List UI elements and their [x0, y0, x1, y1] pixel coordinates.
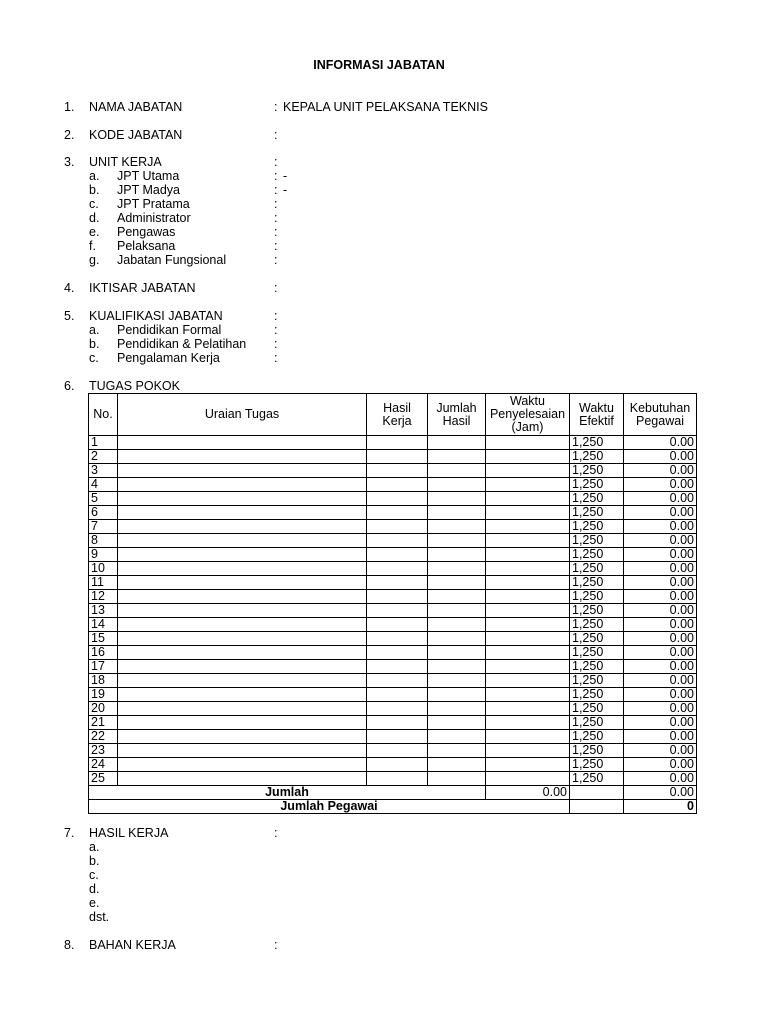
row-jumlah-hasil [428, 674, 486, 688]
row-uraian-tugas [118, 758, 367, 772]
colon: : [274, 225, 278, 239]
row-kebutuhan-pegawai: 0.00 [624, 744, 697, 758]
row-uraian-tugas [118, 478, 367, 492]
table-row [89, 590, 697, 604]
row-waktu-efektif: 1,250 [570, 478, 624, 492]
item-letter: a. [89, 169, 100, 183]
row-jumlah-hasil [428, 730, 486, 744]
row-no: 4 [89, 478, 118, 492]
section-label: KUALIFIKASI JABATAN [89, 309, 223, 323]
row-no: 6 [89, 506, 118, 520]
row-waktu-penyelesaian [486, 702, 570, 716]
row-jumlah-hasil [428, 562, 486, 576]
row-uraian-tugas [118, 618, 367, 632]
row-waktu-efektif: 1,250 [570, 758, 624, 772]
header-hasil-kerja: Hasil Kerja [367, 394, 428, 436]
colon: : [274, 938, 278, 952]
row-no: 16 [89, 646, 118, 660]
row-kebutuhan-pegawai: 0.00 [624, 450, 697, 464]
item-letter: d. [89, 882, 100, 896]
colon: : [274, 351, 278, 365]
row-uraian-tugas [118, 548, 367, 562]
row-jumlah-hasil [428, 436, 486, 450]
item-letter: e. [89, 896, 100, 910]
row-waktu-efektif: 1,250 [570, 604, 624, 618]
row-kebutuhan-pegawai: 0.00 [624, 772, 697, 786]
table-row [89, 660, 697, 674]
row-waktu-efektif: 1,250 [570, 716, 624, 730]
row-uraian-tugas [118, 436, 367, 450]
row-kebutuhan-pegawai: 0.00 [624, 716, 697, 730]
row-hasil-kerja [367, 744, 428, 758]
table-row [89, 506, 697, 520]
row-waktu-penyelesaian [486, 772, 570, 786]
row-no: 9 [89, 548, 118, 562]
row-waktu-penyelesaian [486, 758, 570, 772]
row-uraian-tugas [118, 492, 367, 506]
row-uraian-tugas [118, 562, 367, 576]
row-waktu-efektif: 1,250 [570, 450, 624, 464]
row-waktu-penyelesaian [486, 646, 570, 660]
table-row [89, 716, 697, 730]
document-title: INFORMASI JABATAN [313, 58, 445, 72]
table-row [89, 702, 697, 716]
row-waktu-penyelesaian [486, 548, 570, 562]
row-hasil-kerja [367, 604, 428, 618]
row-kebutuhan-pegawai: 0.00 [624, 520, 697, 534]
item-letter: b. [89, 337, 100, 351]
row-uraian-tugas [118, 674, 367, 688]
row-kebutuhan-pegawai: 0.00 [624, 660, 697, 674]
row-waktu-efektif: 1,250 [570, 436, 624, 450]
tugas-pokok-table [88, 393, 697, 814]
row-uraian-tugas [118, 450, 367, 464]
row-jumlah-hasil [428, 716, 486, 730]
row-uraian-tugas [118, 604, 367, 618]
table-row [89, 534, 697, 548]
item-letter: c. [89, 868, 99, 882]
row-no: 15 [89, 632, 118, 646]
section-label: TUGAS POKOK [89, 379, 180, 393]
row-uraian-tugas [118, 688, 367, 702]
table-row [89, 436, 697, 450]
row-jumlah-hasil [428, 772, 486, 786]
row-waktu-efektif: 1,250 [570, 744, 624, 758]
row-waktu-efektif: 1,250 [570, 590, 624, 604]
row-hasil-kerja [367, 506, 428, 520]
row-waktu-efektif: 1,250 [570, 562, 624, 576]
jumlah-pegawai-value: 0 [624, 800, 697, 814]
header-kebutuhan-pegawai: Kebutuhan Pegawai [624, 394, 697, 436]
row-waktu-efektif: 1,250 [570, 702, 624, 716]
jumlah-pegawai-empty [570, 800, 624, 814]
item-letter: b. [89, 183, 100, 197]
item-label: Pelaksana [117, 239, 176, 253]
colon: : [274, 826, 278, 840]
row-hasil-kerja [367, 576, 428, 590]
row-jumlah-hasil [428, 646, 486, 660]
row-hasil-kerja [367, 632, 428, 646]
table-row [89, 548, 697, 562]
row-kebutuhan-pegawai: 0.00 [624, 758, 697, 772]
table-row [89, 632, 697, 646]
row-no: 23 [89, 744, 118, 758]
row-waktu-penyelesaian [486, 590, 570, 604]
section-number: 5. [64, 309, 75, 323]
row-kebutuhan-pegawai: 0.00 [624, 562, 697, 576]
table-row [89, 744, 697, 758]
row-waktu-penyelesaian [486, 688, 570, 702]
table-row [89, 618, 697, 632]
row-kebutuhan-pegawai: 0.00 [624, 674, 697, 688]
row-no: 25 [89, 772, 118, 786]
section-label: KODE JABATAN [89, 128, 183, 142]
row-waktu-efektif: 1,250 [570, 618, 624, 632]
table-row [89, 730, 697, 744]
row-hasil-kerja [367, 674, 428, 688]
row-kebutuhan-pegawai: 0.00 [624, 688, 697, 702]
row-jumlah-hasil [428, 534, 486, 548]
nama-jabatan-value: KEPALA UNIT PELAKSANA TEKNIS [283, 100, 488, 114]
row-hasil-kerja [367, 590, 428, 604]
colon: : [274, 309, 278, 323]
row-waktu-efektif: 1,250 [570, 520, 624, 534]
row-uraian-tugas [118, 772, 367, 786]
row-waktu-penyelesaian [486, 744, 570, 758]
item-label: Administrator [117, 211, 191, 225]
table-row [89, 520, 697, 534]
jumlah-kebutuhan: 0.00 [624, 786, 697, 800]
header-uraian-tugas: Uraian Tugas [118, 394, 367, 436]
colon: : [274, 323, 278, 337]
table-row [89, 576, 697, 590]
row-kebutuhan-pegawai: 0.00 [624, 548, 697, 562]
row-uraian-tugas [118, 506, 367, 520]
row-waktu-efektif: 1,250 [570, 730, 624, 744]
row-waktu-penyelesaian [486, 632, 570, 646]
row-no: 21 [89, 716, 118, 730]
colon: : [274, 337, 278, 351]
row-jumlah-hasil [428, 576, 486, 590]
row-hasil-kerja [367, 758, 428, 772]
row-hasil-kerja [367, 478, 428, 492]
section-label: UNIT KERJA [89, 155, 162, 169]
table-row [89, 450, 697, 464]
row-jumlah-hasil [428, 744, 486, 758]
section-number: 7. [64, 826, 75, 840]
item-letter: a. [89, 323, 100, 337]
row-waktu-efektif: 1,250 [570, 688, 624, 702]
table-row [89, 674, 697, 688]
jumlah-label: Jumlah [89, 786, 486, 800]
colon: : [274, 281, 278, 295]
row-jumlah-hasil [428, 660, 486, 674]
row-jumlah-hasil [428, 702, 486, 716]
row-kebutuhan-pegawai: 0.00 [624, 632, 697, 646]
row-hasil-kerja [367, 716, 428, 730]
row-no: 10 [89, 562, 118, 576]
header-no: No. [89, 394, 118, 436]
colon: : [274, 211, 278, 225]
row-no: 14 [89, 618, 118, 632]
row-waktu-efektif: 1,250 [570, 534, 624, 548]
row-hasil-kerja [367, 436, 428, 450]
row-waktu-efektif: 1,250 [570, 576, 624, 590]
section-label: HASIL KERJA [89, 826, 169, 840]
row-waktu-penyelesaian [486, 576, 570, 590]
row-waktu-efektif: 1,250 [570, 660, 624, 674]
table-row [89, 492, 697, 506]
item-value: - [283, 183, 288, 197]
jumlah-row [89, 786, 697, 800]
row-uraian-tugas [118, 590, 367, 604]
table-row [89, 646, 697, 660]
row-kebutuhan-pegawai: 0.00 [624, 576, 697, 590]
row-waktu-efektif: 1,250 [570, 674, 624, 688]
row-hasil-kerja [367, 772, 428, 786]
row-kebutuhan-pegawai: 0.00 [624, 436, 697, 450]
row-kebutuhan-pegawai: 0.00 [624, 478, 697, 492]
row-waktu-penyelesaian [486, 716, 570, 730]
row-waktu-efektif: 1,250 [570, 548, 624, 562]
row-kebutuhan-pegawai: 0.00 [624, 618, 697, 632]
colon: : [274, 183, 278, 197]
row-no: 22 [89, 730, 118, 744]
row-uraian-tugas [118, 520, 367, 534]
row-no: 1 [89, 436, 118, 450]
row-hasil-kerja [367, 562, 428, 576]
row-no: 2 [89, 450, 118, 464]
section-number: 3. [64, 155, 75, 169]
colon: : [274, 253, 278, 267]
row-hasil-kerja [367, 464, 428, 478]
item-letter: a. [89, 840, 100, 854]
row-hasil-kerja [367, 618, 428, 632]
row-uraian-tugas [118, 576, 367, 590]
row-hasil-kerja [367, 492, 428, 506]
row-no: 24 [89, 758, 118, 772]
row-waktu-penyelesaian [486, 464, 570, 478]
table-row [89, 604, 697, 618]
row-waktu-efektif: 1,250 [570, 464, 624, 478]
row-uraian-tugas [118, 632, 367, 646]
item-label: Pendidikan & Pelatihan [117, 337, 247, 351]
header-waktu-penyelesaian: Waktu Penyelesaian (Jam) [486, 394, 570, 436]
item-label: Pengalaman Kerja [117, 351, 220, 365]
row-hasil-kerja [367, 534, 428, 548]
section-label: IKTISAR JABATAN [89, 281, 196, 295]
row-jumlah-hasil [428, 618, 486, 632]
row-jumlah-hasil [428, 478, 486, 492]
row-waktu-efektif: 1,250 [570, 772, 624, 786]
row-jumlah-hasil [428, 506, 486, 520]
row-waktu-penyelesaian [486, 604, 570, 618]
row-waktu-efektif: 1,250 [570, 632, 624, 646]
item-letter: g. [89, 253, 100, 267]
item-letter: dst. [89, 910, 110, 924]
item-letter: d. [89, 211, 100, 225]
row-uraian-tugas [118, 660, 367, 674]
row-hasil-kerja [367, 730, 428, 744]
row-no: 18 [89, 674, 118, 688]
row-waktu-efektif: 1,250 [570, 646, 624, 660]
colon: : [274, 128, 278, 142]
colon: : [274, 169, 278, 183]
item-label: JPT Madya [117, 183, 180, 197]
row-no: 13 [89, 604, 118, 618]
row-kebutuhan-pegawai: 0.00 [624, 534, 697, 548]
item-label: Pendidikan Formal [117, 323, 222, 337]
table-row [89, 562, 697, 576]
item-letter: c. [89, 351, 99, 365]
section-number: 4. [64, 281, 75, 295]
row-no: 17 [89, 660, 118, 674]
row-kebutuhan-pegawai: 0.00 [624, 730, 697, 744]
row-waktu-penyelesaian [486, 618, 570, 632]
row-kebutuhan-pegawai: 0.00 [624, 464, 697, 478]
item-letter: b. [89, 854, 100, 868]
row-jumlah-hasil [428, 464, 486, 478]
row-jumlah-hasil [428, 590, 486, 604]
header-jumlah-hasil: Jumlah Hasil [428, 394, 486, 436]
row-jumlah-hasil [428, 758, 486, 772]
table-row [89, 758, 697, 772]
row-kebutuhan-pegawai: 0.00 [624, 506, 697, 520]
row-uraian-tugas [118, 730, 367, 744]
row-uraian-tugas [118, 744, 367, 758]
item-label: Jabatan Fungsional [117, 253, 227, 267]
table-row [89, 464, 697, 478]
row-waktu-efektif: 1,250 [570, 506, 624, 520]
jumlah-pegawai-label: Jumlah Pegawai [89, 800, 570, 814]
table-row [89, 772, 697, 786]
table-row [89, 478, 697, 492]
section-number: 6. [64, 379, 75, 393]
row-waktu-penyelesaian [486, 436, 570, 450]
row-waktu-penyelesaian [486, 520, 570, 534]
row-jumlah-hasil [428, 548, 486, 562]
row-waktu-penyelesaian [486, 534, 570, 548]
row-waktu-penyelesaian [486, 506, 570, 520]
colon: : [274, 155, 278, 169]
row-jumlah-hasil [428, 604, 486, 618]
row-no: 20 [89, 702, 118, 716]
row-jumlah-hasil [428, 688, 486, 702]
row-jumlah-hasil [428, 520, 486, 534]
row-jumlah-hasil [428, 492, 486, 506]
row-uraian-tugas [118, 646, 367, 660]
row-kebutuhan-pegawai: 0.00 [624, 646, 697, 660]
row-waktu-penyelesaian [486, 730, 570, 744]
row-hasil-kerja [367, 688, 428, 702]
item-label: JPT Utama [117, 169, 180, 183]
section-label: BAHAN KERJA [89, 938, 176, 952]
table-header-row [89, 394, 697, 436]
row-waktu-penyelesaian [486, 660, 570, 674]
row-jumlah-hasil [428, 632, 486, 646]
row-waktu-penyelesaian [486, 562, 570, 576]
row-waktu-penyelesaian [486, 674, 570, 688]
row-waktu-penyelesaian [486, 492, 570, 506]
item-label: Pengawas [117, 225, 176, 239]
row-jumlah-hasil [428, 450, 486, 464]
row-waktu-efektif: 1,250 [570, 492, 624, 506]
jumlah-efektif [570, 786, 624, 800]
row-hasil-kerja [367, 660, 428, 674]
row-kebutuhan-pegawai: 0.00 [624, 590, 697, 604]
item-label: JPT Pratama [117, 197, 190, 211]
colon: : [274, 239, 278, 253]
row-waktu-penyelesaian [486, 478, 570, 492]
section-label: NAMA JABATAN [89, 100, 183, 114]
section-number: 1. [64, 100, 75, 114]
jumlah-pegawai-row [89, 800, 697, 814]
table-row [89, 688, 697, 702]
row-uraian-tugas [118, 534, 367, 548]
row-kebutuhan-pegawai: 0.00 [624, 604, 697, 618]
row-no: 11 [89, 576, 118, 590]
item-letter: e. [89, 225, 100, 239]
row-hasil-kerja [367, 548, 428, 562]
section-number: 2. [64, 128, 75, 142]
colon: : [274, 100, 278, 114]
row-kebutuhan-pegawai: 0.00 [624, 492, 697, 506]
row-waktu-penyelesaian [486, 450, 570, 464]
row-uraian-tugas [118, 702, 367, 716]
item-letter: f. [89, 239, 96, 253]
row-no: 7 [89, 520, 118, 534]
row-hasil-kerja [367, 702, 428, 716]
row-no: 8 [89, 534, 118, 548]
row-kebutuhan-pegawai: 0.00 [624, 702, 697, 716]
row-hasil-kerja [367, 450, 428, 464]
colon: : [274, 197, 278, 211]
row-no: 3 [89, 464, 118, 478]
item-value: - [283, 169, 288, 183]
row-hasil-kerja [367, 520, 428, 534]
row-hasil-kerja [367, 646, 428, 660]
row-uraian-tugas [118, 464, 367, 478]
header-waktu-efektif: Waktu Efektif [570, 394, 624, 436]
row-no: 5 [89, 492, 118, 506]
row-uraian-tugas [118, 716, 367, 730]
section-number: 8. [64, 938, 75, 952]
item-letter: c. [89, 197, 99, 211]
jumlah-waktu: 0.00 [486, 786, 570, 800]
row-no: 19 [89, 688, 118, 702]
row-no: 12 [89, 590, 118, 604]
